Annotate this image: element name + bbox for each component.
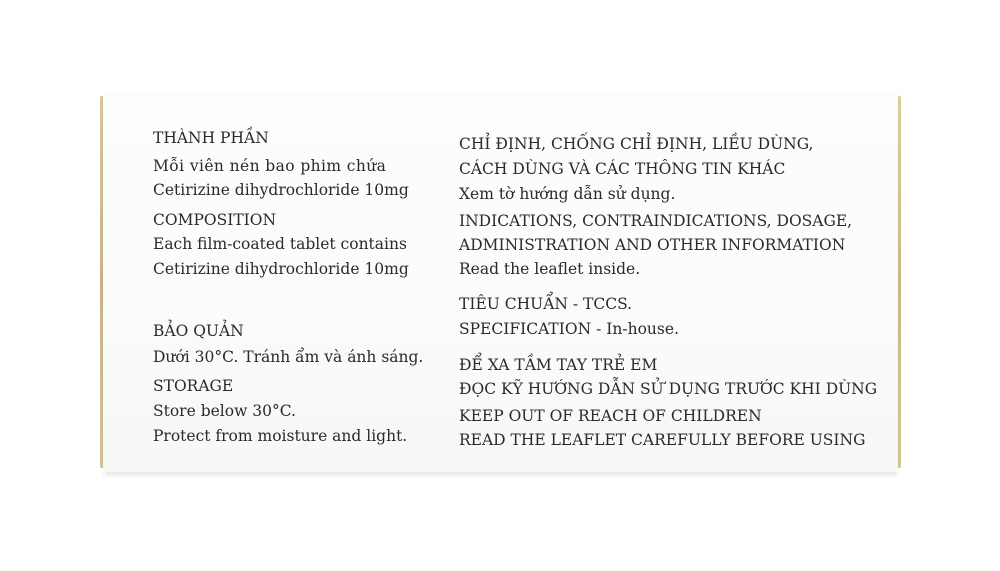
indications-heading-1: INDICATIONS, CONTRAINDICATIONS, DOSAGE, (459, 212, 853, 230)
bao-quan-heading: BẢO QUẢN (153, 322, 244, 340)
warning-en-line-2: READ THE LEAFLET CAREFULLY BEFORE USING (459, 431, 866, 449)
storage-heading: STORAGE (153, 377, 234, 395)
bao-quan-line-1: Dưới 30°C. Tránh ẩm và ánh sáng. (153, 348, 424, 366)
thanh-phan-line-1: Mỗi viên nén bao phim chứa (153, 157, 387, 175)
thanh-phan-line-2: Cetirizine dihydrochloride 10mg (153, 181, 409, 199)
chi-dinh-heading-2: CÁCH DÙNG VÀ CÁC THÔNG TIN KHÁC (459, 160, 786, 178)
box-bottom-shadow (106, 472, 896, 478)
tieu-chuan-text: TIÊU CHUẨN - TCCS. (459, 295, 633, 313)
storage-line-2: Protect from moisture and light. (153, 427, 408, 445)
composition-heading: COMPOSITION (153, 211, 277, 229)
storage-line-1: Store below 30°C. (153, 402, 296, 420)
composition-line-1: Each film-coated tablet contains (153, 235, 407, 253)
left-column (153, 126, 443, 456)
indications-heading-2: ADMINISTRATION AND OTHER INFORMATION (459, 236, 846, 254)
warning-vi-line-1: ĐỂ XA TẦM TAY TRẺ EM (459, 356, 658, 374)
chi-dinh-line-1: Xem tờ hướng dẫn sử dụng. (459, 185, 676, 203)
warning-vi-line-2: ĐỌC KỸ HƯỚNG DẪN SỬ DỤNG TRƯỚC KHI DÙNG (459, 380, 878, 398)
warning-en-line-1: KEEP OUT OF REACH OF CHILDREN (459, 407, 762, 425)
thanh-phan-heading: THÀNH PHẦN (153, 129, 269, 147)
specification-text: SPECIFICATION - In-house. (459, 320, 679, 338)
composition-line-2: Cetirizine dihydrochloride 10mg (153, 260, 409, 278)
right-column (459, 132, 879, 462)
chi-dinh-heading-1: CHỈ ĐỊNH, CHỐNG CHỈ ĐỊNH, LIỀU DÙNG, (459, 135, 814, 153)
indications-line-1: Read the leaflet inside. (459, 260, 641, 278)
